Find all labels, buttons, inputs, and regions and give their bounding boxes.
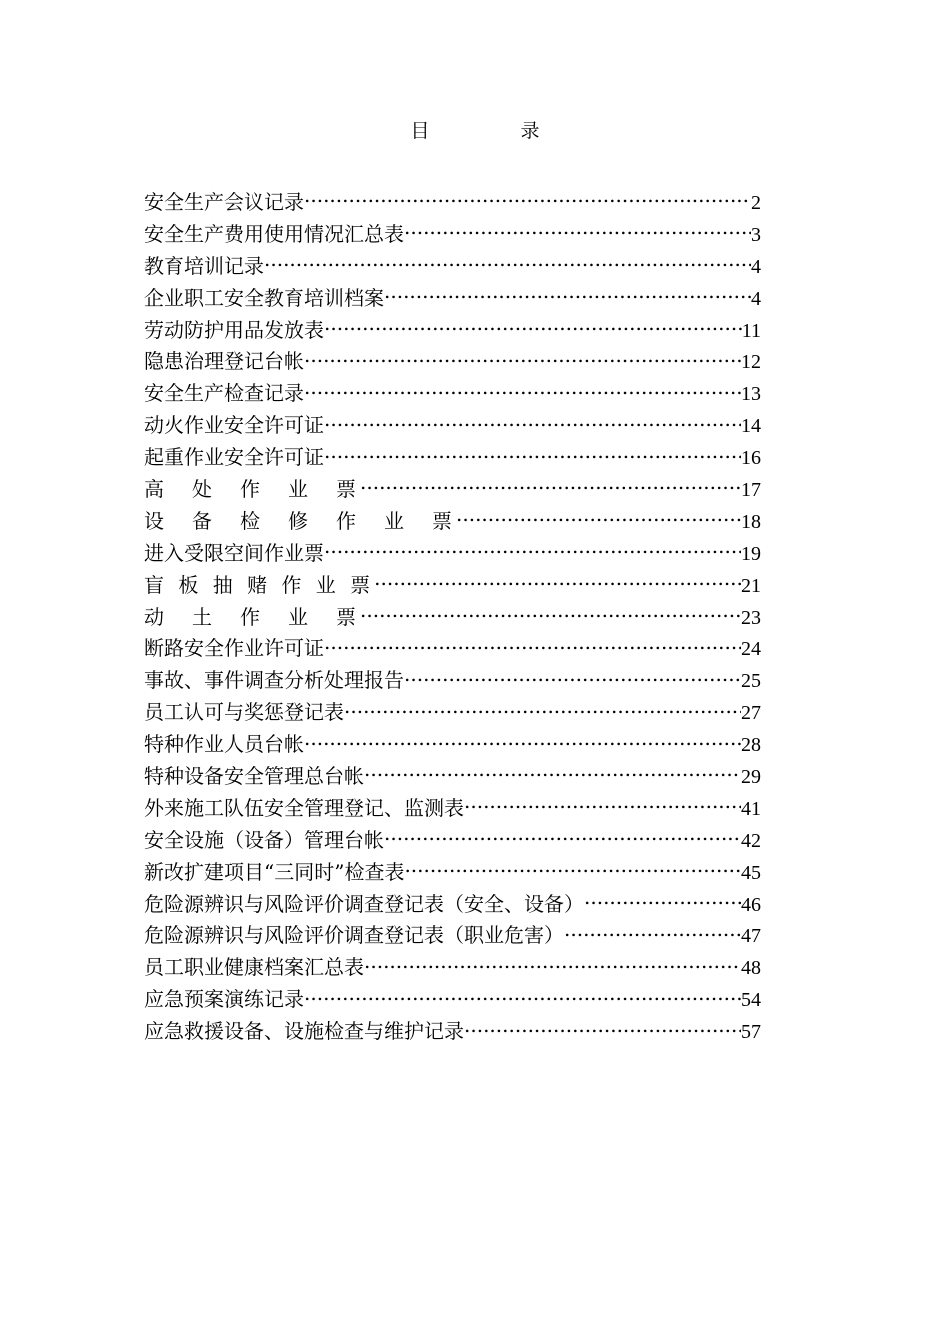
toc-entry-page-number: 46: [741, 893, 761, 916]
toc-entry-label: 应急救援设备、设施检查与维护记录: [144, 1019, 464, 1044]
toc-entry-page-number: 54: [741, 989, 761, 1012]
toc-dot-leader: [404, 851, 741, 879]
toc-entry-page-number: 24: [741, 638, 761, 661]
toc-entry-page-number: 14: [741, 415, 761, 438]
toc-entry-page-number: 27: [741, 702, 761, 725]
toc-dot-leader: [584, 883, 741, 911]
toc-entry-page-number: 12: [741, 351, 761, 374]
toc-entry-page-number: 18: [741, 510, 761, 533]
toc-dot-leader: [564, 914, 741, 942]
toc-entry-label: 外来施工队伍安全管理登记、监测表: [144, 795, 464, 820]
toc-entry-label: 劳动防护用品发放表: [144, 317, 324, 342]
toc-dot-leader: [364, 946, 741, 974]
toc-entry-page-number: 11: [741, 319, 761, 342]
toc-entry-label: 员工职业健康档案汇总表: [144, 955, 364, 980]
toc-entry-page-number: 2: [751, 192, 761, 214]
toc-entry-label: 起重作业安全许可证: [144, 445, 324, 470]
toc-entry-label: 设 备 检 修 作 业 票: [144, 508, 456, 533]
toc-dot-leader: [360, 468, 741, 496]
toc-entry-page-number: 3: [751, 223, 761, 246]
toc-entry-page-number: 21: [741, 574, 761, 597]
toc-dot-leader: [304, 181, 751, 209]
toc-entry-label: 盲 板 抽 赌 作 业 票: [144, 572, 375, 597]
toc-dot-leader: [344, 691, 741, 719]
toc-entry[interactable]: [144, 181, 761, 213]
toc-dot-leader: [404, 213, 751, 241]
toc-entry-page-number: 47: [741, 925, 761, 948]
toc-entry-page-number: 4: [751, 287, 761, 310]
toc-entry-label: 特种设备安全管理总台帐: [144, 764, 364, 789]
toc-dot-leader: [304, 340, 741, 368]
toc-entry-label: 隐患治理登记台帐: [144, 349, 304, 374]
toc-entry-page-number: 17: [741, 479, 761, 502]
toc-entry-label: 新改扩建项目“三同时”检查表: [144, 859, 405, 884]
toc-entry-page-number: 16: [741, 447, 761, 470]
toc-dot-leader: [324, 436, 741, 464]
toc-entry-page-number: 42: [741, 829, 761, 852]
toc-dot-leader: [324, 309, 742, 337]
toc-entry-page-number: 4: [751, 255, 761, 278]
toc-entry-label: 动 土 作 业 票: [144, 604, 360, 629]
toc-dot-leader: [384, 277, 751, 305]
toc-list: [144, 181, 761, 1042]
toc-dot-leader: [464, 787, 741, 815]
toc-entry-page-number: 28: [741, 734, 761, 757]
toc-dot-leader: [324, 404, 741, 432]
toc-entry-label: 危险源辨识与风险评价调查登记表（职业危害）: [144, 923, 564, 948]
toc-entry-page-number: 23: [741, 606, 761, 629]
toc-dot-leader: [364, 755, 741, 783]
toc-dot-leader: [324, 532, 741, 560]
toc-dot-leader: [304, 978, 741, 1006]
toc-entry-label: 动火作业安全许可证: [144, 413, 324, 438]
toc-entry-label: 进入受限空间作业票: [144, 540, 324, 565]
toc-dot-leader: [456, 500, 741, 528]
toc-dot-leader: [374, 564, 741, 592]
toc-entry-label: 特种作业人员台帐: [144, 732, 304, 757]
toc-dot-leader: [304, 723, 741, 751]
toc-entry-label: 安全设施（设备）管理台帐: [144, 827, 384, 852]
toc-entry-label: 安全生产检查记录: [144, 381, 304, 406]
toc-entry-label: 危险源辨识与风险评价调查登记表（安全、设备）: [144, 891, 584, 916]
toc-entry-label: 应急预案演练记录: [144, 987, 304, 1012]
toc-dot-leader: [384, 819, 741, 847]
toc-entry-page-number: 45: [741, 861, 761, 884]
toc-entry-label: 教育培训记录: [144, 253, 264, 278]
toc-entry-label: 员工认可与奖惩登记表: [144, 700, 344, 725]
toc-entry-page-number: 25: [741, 670, 761, 693]
toc-entry-page-number: 48: [741, 957, 761, 980]
toc-entry-label: 断路安全作业许可证: [144, 636, 324, 661]
toc-dot-leader: [324, 627, 741, 655]
toc-dot-leader: [360, 596, 741, 624]
toc-entry-label: 安全生产费用使用情况汇总表: [144, 221, 404, 246]
toc-entry-label: 安全生产会议记录: [144, 190, 304, 214]
toc-dot-leader: [464, 1010, 741, 1038]
toc-entry-label: 企业职工安全教育培训档案: [144, 285, 384, 310]
page-title: 目 录: [410, 120, 576, 142]
toc-dot-leader: [264, 245, 751, 273]
toc-entry-page-number: 29: [741, 766, 761, 789]
toc-dot-leader: [404, 659, 741, 687]
toc-entry-page-number: 57: [741, 1021, 761, 1044]
toc-dot-leader: [304, 372, 741, 400]
toc-entry-page-number: 41: [741, 797, 761, 820]
toc-entry-label: 高 处 作 业 票: [144, 477, 360, 502]
toc-entry-page-number: 13: [741, 383, 761, 406]
toc-entry-page-number: 19: [741, 542, 761, 565]
toc-entry-label: 事故、事件调查分析处理报告: [144, 668, 404, 693]
